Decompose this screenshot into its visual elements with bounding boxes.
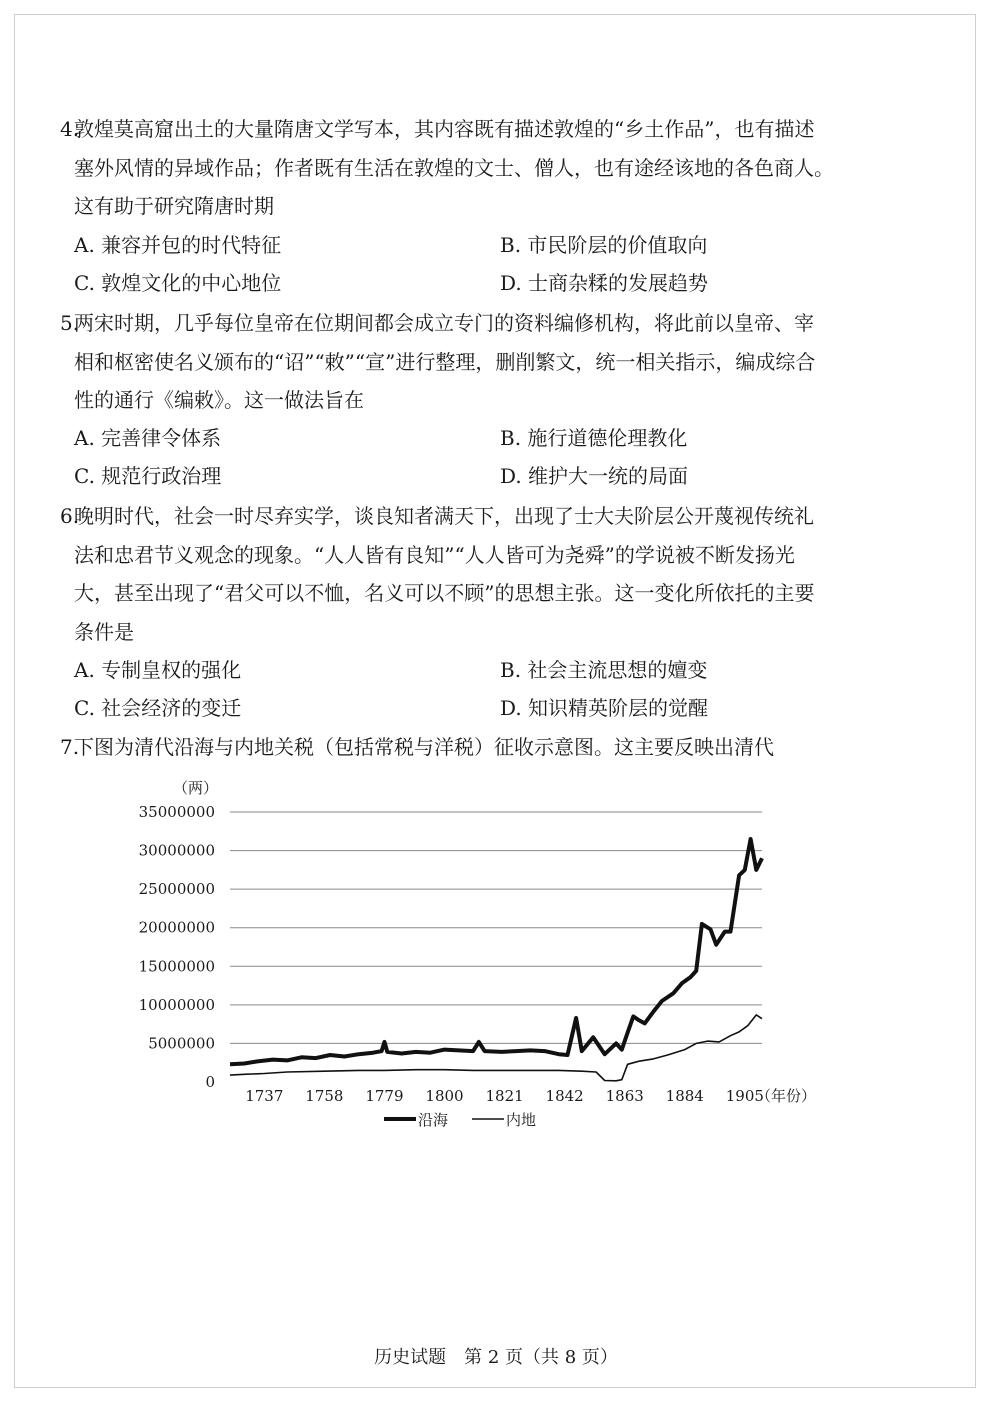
question-number: 6. (60, 504, 80, 528)
question-6 (60, 497, 894, 651)
option-a[interactable]: A. 兼容并包的时代特征 (74, 233, 282, 257)
x-tick-label: 1905 (725, 1087, 764, 1105)
question-number: 4. (60, 117, 80, 141)
x-tick-label: 1758 (305, 1087, 344, 1105)
x-tick-label: 1884 (665, 1087, 704, 1105)
option-c[interactable]: C. 社会经济的变迁 (74, 696, 242, 720)
tariff-line-chart (130, 770, 830, 1132)
x-tick-label: 1737 (245, 1087, 284, 1105)
y-tick-label: 30000000 (138, 841, 215, 860)
chart-gridlines (230, 812, 762, 1043)
y-axis-ticks (139, 803, 215, 1091)
question-stem-line: 法和忠君节义观念的现象。“人人皆有良知”“人人皆可为尧舜”的学说被不断发扬光 (74, 542, 795, 567)
x-tick-label: 1779 (365, 1087, 404, 1105)
chart-series (230, 839, 762, 1081)
question-number: 7. (60, 735, 80, 759)
option-a[interactable]: A. 专制皇权的强化 (74, 658, 242, 682)
question-stem-line: 相和枢密使名义颁布的“诏”“敕”“宣”进行整理，删削繁文，统一相关指示，编成综合 (74, 349, 816, 374)
option-d[interactable]: D. 士商杂糅的发展趋势 (500, 271, 709, 295)
y-tick-label: 35000000 (138, 803, 215, 821)
legend-label: 沿海 (418, 1111, 449, 1129)
option-b[interactable]: B. 施行道德伦理教化 (500, 426, 688, 450)
question-stem-line: 大，甚至出现了“君父可以不恤，名义可以不顾”的思想主张。这一变化所依托的主要 (74, 581, 815, 605)
question-4 (60, 110, 894, 226)
x-tick-label: 1800 (425, 1087, 464, 1105)
x-tick-label: 1842 (545, 1087, 584, 1105)
y-tick-label: 5000000 (148, 1034, 215, 1053)
y-tick-label: 15000000 (138, 957, 215, 976)
y-tick-label: 10000000 (138, 995, 215, 1014)
question-stem-line: 两宋时期，几乎每位皇帝在位期间都会成立专门的资料编修机构，将此前以皇帝、宰 (74, 311, 814, 335)
series-line-coastal (230, 839, 762, 1064)
option-a[interactable]: A. 完善律令体系 (74, 426, 222, 450)
y-tick-label: 25000000 (138, 880, 215, 899)
x-axis-ticks (245, 1087, 764, 1105)
question-number: 5. (60, 311, 80, 335)
option-c[interactable]: C. 规范行政治理 (74, 464, 222, 488)
question-7 (60, 728, 894, 767)
question-stem-line: 塞外风情的异域作品；作者既有生活在敦煌的文士、僧人，也有途经该地的各色商人。 (74, 155, 834, 180)
question-stem-line: 下图为清代沿海与内地关税（包括常税与洋税）征收示意图。这主要反映出清代 (74, 735, 774, 759)
y-axis-unit-label: （两） (173, 779, 219, 797)
question-stem-line: 性的通行《编敕》。这一做法旨在 (74, 388, 364, 412)
question-stem-line: 晚明时代，社会一时尽弃实学，谈良知者满天下，出现了士大夫阶层公开蔑视传统礼 (74, 504, 814, 528)
y-tick-label: 0 (205, 1073, 215, 1091)
page-footer: 历史试题 第 2 页（共 8 页） (374, 1347, 618, 1368)
question-stem-line: 条件是 (74, 619, 134, 644)
legend-label: 内地 (506, 1111, 537, 1129)
x-axis-label: （年份） (756, 1087, 817, 1105)
chart-legend (384, 1111, 536, 1129)
y-tick-label: 20000000 (138, 918, 215, 937)
question-stem-line: 敦煌莫高窟出土的大量隋唐文学写本，其内容既有描述敦煌的“乡土作品”，也有描述 (74, 117, 815, 141)
option-b[interactable]: B. 市民阶层的价值取向 (500, 233, 708, 257)
series-line-inland (230, 1015, 762, 1081)
question-stem-line: 这有助于研究隋唐时期 (74, 194, 274, 218)
option-d[interactable]: D. 维护大一统的局面 (500, 464, 689, 488)
option-c[interactable]: C. 敦煌文化的中心地位 (74, 271, 282, 295)
option-d[interactable]: D. 知识精英阶层的觉醒 (500, 696, 709, 720)
x-tick-label: 1821 (485, 1087, 524, 1105)
option-b[interactable]: B. 社会主流思想的嬗变 (500, 658, 708, 682)
question-5 (60, 304, 894, 420)
x-tick-label: 1863 (605, 1087, 644, 1105)
